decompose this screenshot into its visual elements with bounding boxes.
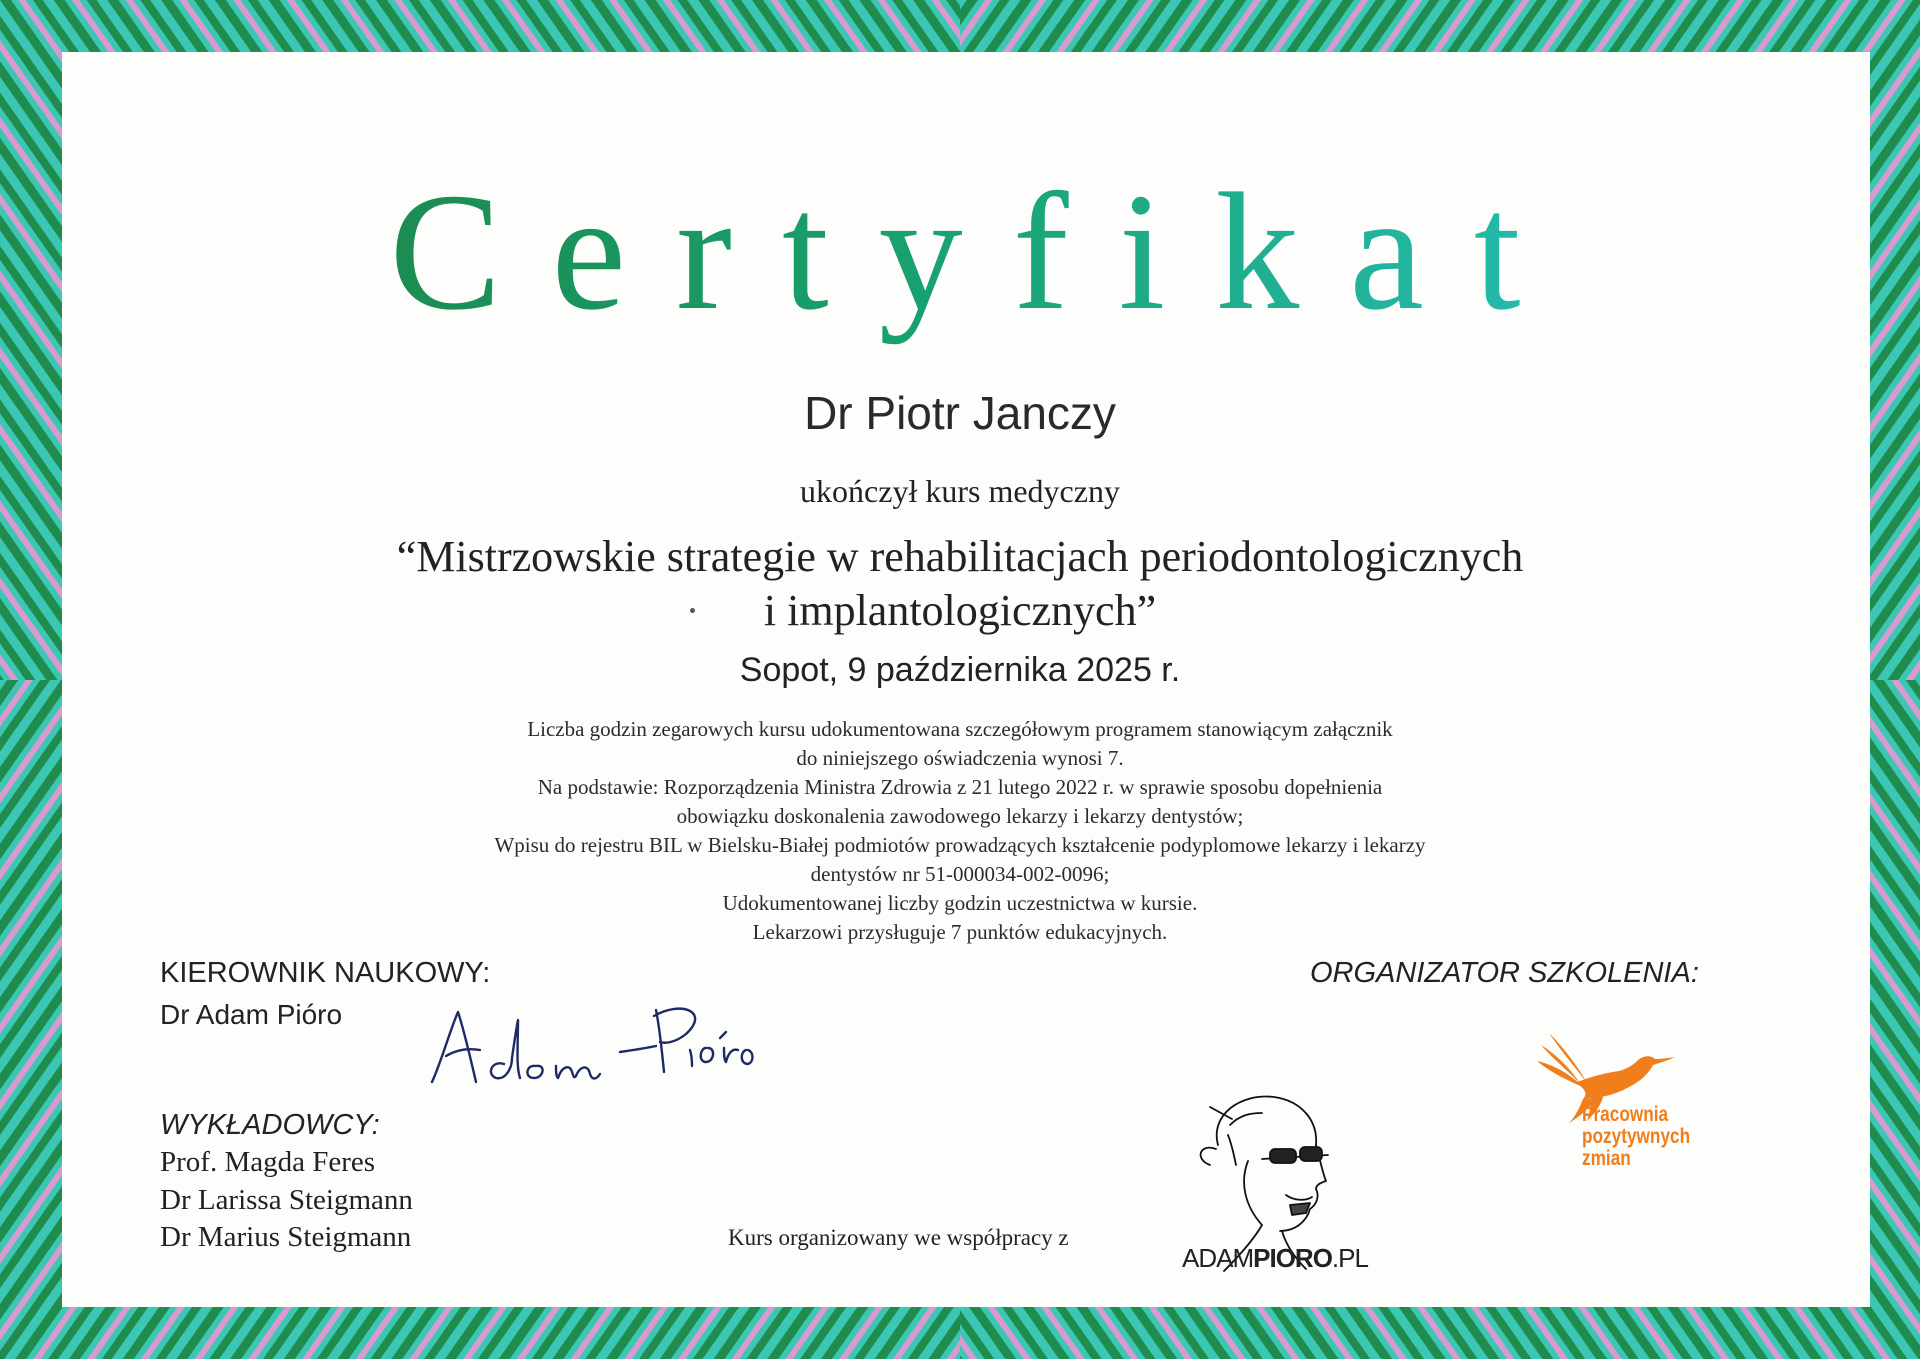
details-line: Udokumentowanej liczby godzin uczestnictwa w kursie. — [722, 890, 1198, 915]
lecturer-name: Dr Larissa Steigmann — [160, 1183, 413, 1216]
lecturers-list — [160, 1144, 413, 1257]
stray-dot — [690, 608, 695, 613]
lecturer-name: Dr Marius Steigmann — [160, 1221, 412, 1254]
recipient-name: Dr Piotr Janczy — [804, 387, 1116, 439]
certificate-title: Certyfikat — [0, 168, 1920, 336]
cooperation-statement: Kurs organizowany we współpracy z — [728, 1225, 1069, 1250]
handwritten-signature — [420, 990, 760, 1100]
scientific-director-name: Dr Adam Pióro — [160, 999, 343, 1030]
organizer-logo-text: Pracownia pozytywnych zmian — [1582, 1103, 1691, 1171]
details-line: dentystów nr 51-000034-002-0096; — [810, 861, 1110, 886]
course-title-line: “Mistrzowskie strategie w rehabilitacjach periodontologicznych — [396, 532, 1524, 581]
cooperation-logo-text: ADAMPIORO.PL — [1182, 1243, 1368, 1273]
course-details — [0, 715, 1920, 947]
details-line: Liczba godzin zegarowych kursu udokumentowana szczegółowym programem stanowiącym załącznik — [527, 717, 1393, 741]
scientific-director-label: KIEROWNIK NAUKOWY: — [160, 957, 491, 989]
course-title — [0, 530, 1920, 637]
details-line: obowiązku doskonalenia zawodowego lekarzy i lekarzy dentystów; — [676, 803, 1244, 828]
details-line: Lekarzowi przysługuje 7 punktów edukacyjnych. — [752, 919, 1168, 944]
details-line: Na podstawie: Rozporządzenia Ministra Zdrowia z 21 lutego 2022 r. w sprawie sposobu dopełnienia — [537, 774, 1383, 799]
organizer-label: ORGANIZATOR SZKOLENIA: — [1310, 957, 1699, 989]
lecturer-name: Prof. Magda Feres — [160, 1146, 376, 1178]
place-and-date: Sopot, 9 października 2025 r. — [739, 651, 1181, 689]
course-title-line: i implantologicznych” — [763, 585, 1157, 635]
completion-statement: ukończył kurs medyczny — [800, 473, 1120, 509]
details-line: Wpisu do rejestru BIL w Bielsku-Białej podmiotów prowadzących kształcenie podyplomowe lekarzy i lekarzy — [494, 832, 1426, 857]
lecturers-label: WYKŁADOWCY: — [160, 1109, 380, 1141]
details-line: do niniejszego oświadczenia wynosi 7. — [796, 745, 1124, 770]
